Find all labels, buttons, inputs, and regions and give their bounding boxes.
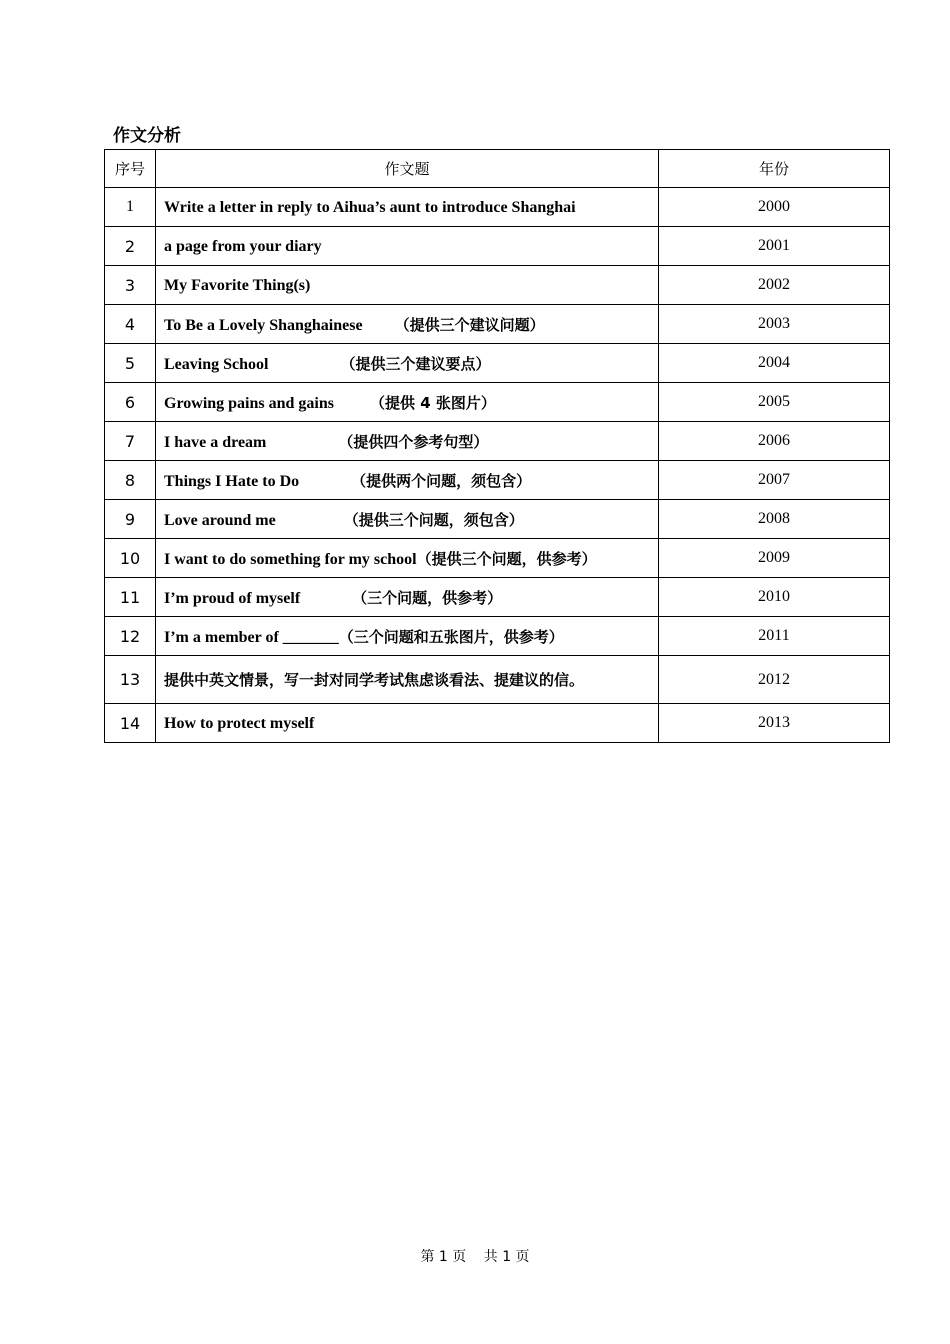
row-num: 1: [105, 188, 156, 227]
row-title: [156, 305, 659, 344]
header-num: 序号: [105, 150, 156, 188]
row-year: 2010: [659, 578, 890, 617]
row-year: 2002: [659, 266, 890, 305]
row-year: 2004: [659, 344, 890, 383]
row-title: [156, 266, 659, 305]
table-row: [105, 227, 890, 266]
row-year: 2008: [659, 500, 890, 539]
row-year: 2003: [659, 305, 890, 344]
row-title-text: a page from your diary: [164, 237, 322, 255]
row-num: 8: [105, 461, 156, 500]
row-title: [156, 383, 659, 422]
row-title-text: Growing pains and gains: [164, 394, 370, 412]
row-num: 3: [105, 266, 156, 305]
row-year: 2012: [659, 656, 890, 704]
table-row: [105, 461, 890, 500]
table-row: [105, 266, 890, 305]
row-num: 11: [105, 578, 156, 617]
row-num: 12: [105, 617, 156, 656]
row-title-text: I have a dream: [164, 433, 339, 451]
row-year: 2000: [659, 188, 890, 227]
row-title: [156, 617, 659, 656]
row-title-note: （三个问题，供参考）: [352, 588, 503, 607]
row-year: 2007: [659, 461, 890, 500]
table-row: [105, 383, 890, 422]
row-year: 2009: [659, 539, 890, 578]
row-title-note: （提供三个问题，须包含）: [343, 510, 524, 529]
row-title-note: （提供 4 张图片）: [370, 393, 496, 412]
page-footer: [0, 1246, 950, 1266]
row-title-text: Love around me: [164, 511, 344, 529]
row-title-text: Things I Hate to Do: [164, 472, 352, 490]
row-title-text: Leaving School: [164, 355, 341, 373]
row-title: [156, 422, 659, 461]
row-title-text: I’m a member of _______: [164, 628, 339, 646]
header-year: 年份: [659, 150, 890, 188]
row-year: 2013: [659, 704, 890, 743]
row-title-text: Write a letter in reply to Aihua’s aunt to introduce Shanghai: [164, 198, 576, 216]
row-title: [156, 188, 659, 227]
table-row: [105, 500, 890, 539]
row-num: 10: [105, 539, 156, 578]
row-year: 2001: [659, 227, 890, 266]
row-title: [156, 227, 659, 266]
row-title: [156, 539, 659, 578]
row-num: 5: [105, 344, 156, 383]
table-row: [105, 305, 890, 344]
row-title: [156, 578, 659, 617]
essay-topics-table: [104, 149, 890, 743]
row-title-note: （三个问题和五张图片，供参考）: [338, 627, 564, 646]
row-title: [156, 461, 659, 500]
row-title-text: My Favorite Thing(s): [164, 276, 311, 294]
row-title-text: I’m proud of myself: [164, 589, 353, 607]
table-row: [105, 539, 890, 578]
row-title-text: To Be a Lovely Shanghainese: [164, 316, 395, 334]
row-num: 9: [105, 500, 156, 539]
row-num: 4: [105, 305, 156, 344]
table-row: [105, 188, 890, 227]
row-title: [156, 656, 659, 704]
row-num: 6: [105, 383, 156, 422]
row-year: 2011: [659, 617, 890, 656]
table-header-row: [105, 150, 890, 188]
row-num: 14: [105, 704, 156, 743]
row-year: 2005: [659, 383, 890, 422]
table-row: [105, 422, 890, 461]
table-row: [105, 578, 890, 617]
row-title-text: I want to do something for my school: [164, 550, 417, 568]
row-title-note: 提供中英文情景，写一封对同学考试焦虑谈看法、提建议的信。: [164, 671, 585, 689]
row-title-note: （提供四个参考句型）: [338, 432, 489, 451]
row-title-note: （提供两个问题，须包含）: [351, 471, 532, 490]
table-row: [105, 617, 890, 656]
row-title: [156, 500, 659, 539]
row-year: 2006: [659, 422, 890, 461]
table-row: [105, 344, 890, 383]
row-title-note: （提供三个建议问题）: [394, 315, 545, 334]
page-number: 第 1 页: [420, 1249, 467, 1265]
header-title: 作文题: [156, 150, 659, 188]
table-row: [105, 704, 890, 743]
row-num: 7: [105, 422, 156, 461]
page-title: 作文分析: [113, 126, 181, 146]
row-title: [156, 704, 659, 743]
row-num: 13: [105, 656, 156, 704]
row-title-note: （提供三个问题，供参考）: [416, 549, 597, 568]
table-row: [105, 656, 890, 704]
row-title: [156, 344, 659, 383]
row-title-note: （提供三个建议要点）: [340, 354, 491, 373]
page-total: 共 1 页: [483, 1249, 530, 1265]
row-title-text: How to protect myself: [164, 714, 315, 732]
row-num: 2: [105, 227, 156, 266]
